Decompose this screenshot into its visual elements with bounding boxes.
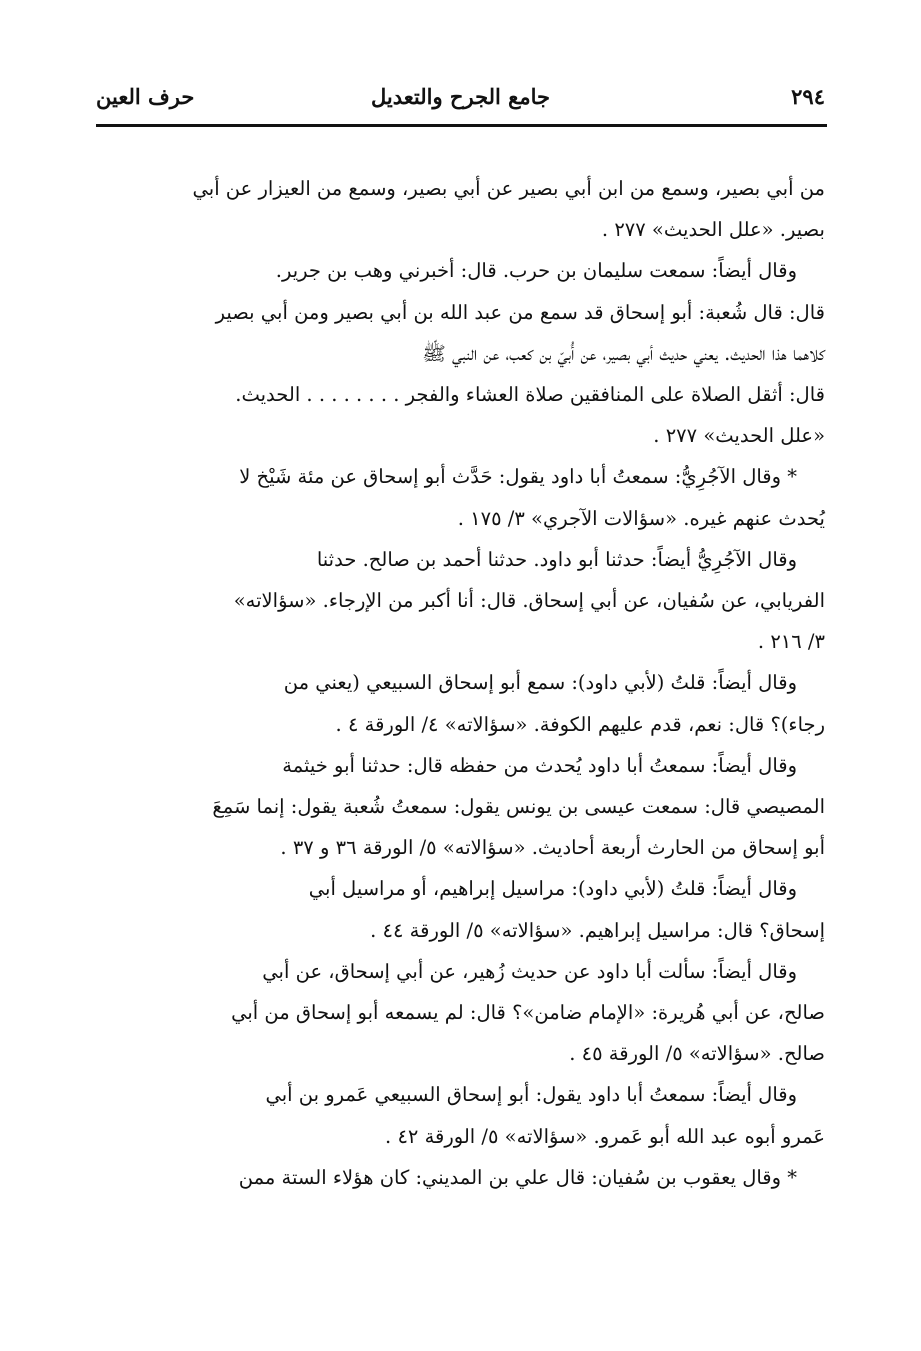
text-line: عَمرو أبوه عبد الله أبو عَمرو. «سؤالاته» ٥/ الورقة ٤٢ . [385,1124,825,1148]
text-line: إسحاق؟ قال: مراسيل إبراهيم. «سؤالاته» ٥/ الورقة ٤٤ . [370,918,825,942]
text-line: وقال أيضاً: قلتُ (لأبي داود): مراسيل إبراهيم، أو مراسيل أبي [308,877,797,901]
text-line: قال: أثقل الصلاة على المنافقين صلاة العشاء والفجر . . . . . . . . الحديث. [235,383,825,407]
book-title: جامع الجرح والتعديل [371,84,550,109]
chapter-title: حرف العين [96,84,195,109]
running-header [96,84,825,120]
text-line: أبو إسحاق من الحارث أربعة أحاديث. «سؤالاته» ٥/ الورقة ٣٦ و ٣٧ . [280,836,825,860]
text-line: وقال أيضاً: سألت أبا داود عن حديث زُهير، عن أبي إسحاق، عن أبي [262,959,797,983]
text-line: من أبي بصير، وسمع من ابن أبي بصير عن أبي بصير، وسمع من العيزار عن أبي [192,177,825,200]
text-line: وقال أيضاً: سمعتُ أبا داود يقول: أبو إسحاق السبيعي عَمرو بن أبي [265,1083,797,1107]
body-text [96,168,825,1198]
text-line: «علل الحديث» ٢٧٧ . [653,424,825,448]
text-line: صالح. «سؤالاته» ٥/ الورقة ٤٥ . [569,1042,825,1066]
text-line: * وقال يعقوب بن سُفيان: قال علي بن المديني: كان هؤلاء الستة ممن [238,1165,797,1189]
text-line: صالح، عن أبي هُريرة: «الإمام ضامن»؟ قال: لم يسمعه أبو إسحاق من أبي [231,1001,825,1025]
header-rule [96,124,827,127]
text-line: وقال أيضاً: قلتُ (لأبي داود): سمع أبو إسحاق السبيعي (يعني من [283,671,797,695]
text-line: رجاء)؟ قال: نعم، قدم عليهم الكوفة. «سؤالاته» ٤/ الورقة ٤ . [335,712,825,736]
text-line: المصيصي قال: سمعت عيسى بن يونس يقول: سمعتُ شُعبة يقول: إنما سَمِعَ [212,795,825,819]
text-line: ٣/ ٢١٦ . [757,630,825,654]
text-line: وقال أيضاً: سمعتُ أبا داود يُحدث من حفظه قال: حدثنا أبو خيثمة [282,753,797,777]
text-line: قال: قال شُعبة: أبو إسحاق قد سمع من عبد الله بن أبي بصير ومن أبي بصير [215,300,825,324]
text-line: كلاهما هذا الحديث. يعني حديث أبي بصير، عن أُبيّ بن كعب، عن النبي ﷺ [422,341,825,365]
text-line: * وقال الآجُرِيُّ: سمعتُ أبا داود يقول: حَدَّث أبو إسحاق عن مئة شَيْخ لا [239,465,797,489]
text-line: وقال الآجُرِيُّ أيضاً: حدثنا أبو داود. حدثنا أحمد بن صالح. حدثنا [316,547,797,571]
page-number: ٢٩٤ [791,84,825,109]
text-line: يُحدث عنهم غيره. «سؤالات الآجري» ٣/ ١٧٥ . [457,506,825,530]
text-line: بصير. «علل الحديث» ٢٧٧ . [601,218,825,242]
text-line: وقال أيضاً: سمعت سليمان بن حرب. قال: أخبرني وهب بن جرير. [275,259,797,283]
text-line: الفريابي، عن سُفيان، عن أبي إسحاق. قال: أنا أكبر من الإرجاء. «سؤالاته» [233,589,825,613]
